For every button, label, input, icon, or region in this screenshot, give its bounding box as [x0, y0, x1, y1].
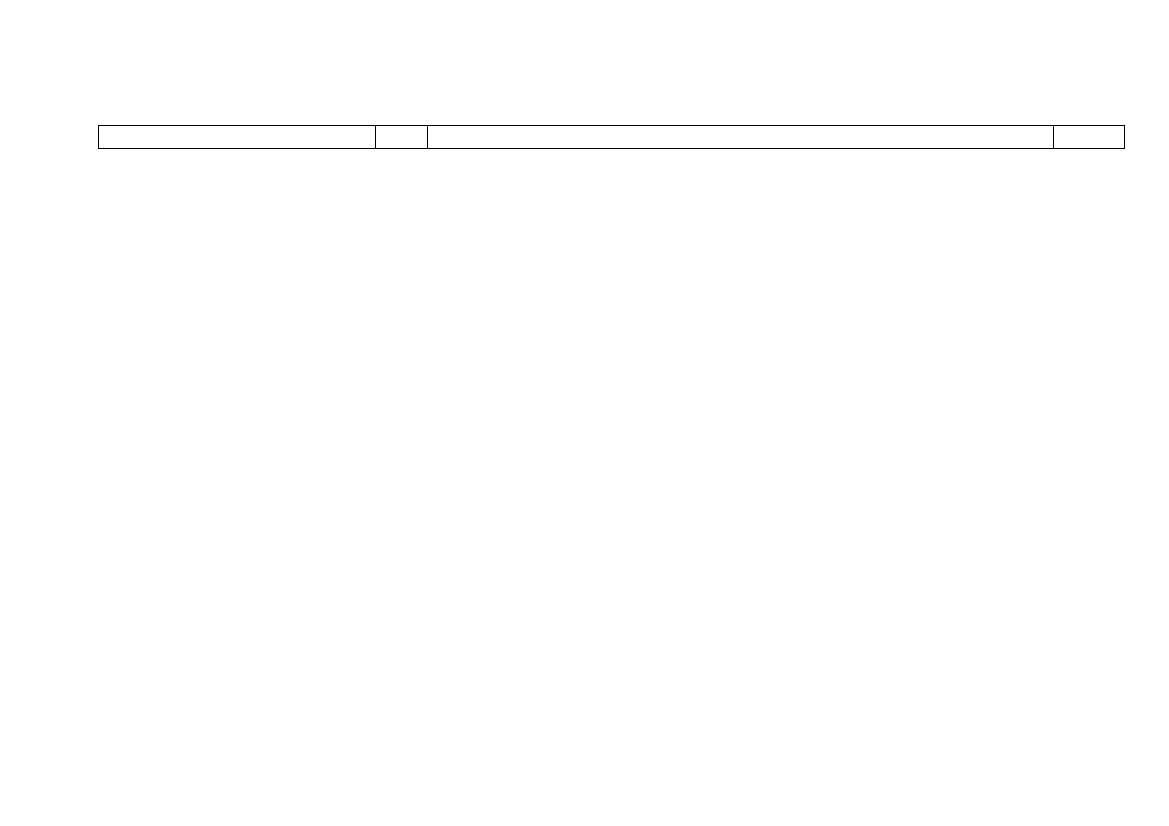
personnel-total-label: [99, 126, 376, 149]
totals-row: [99, 126, 1125, 149]
public-total-value: [1054, 126, 1125, 149]
public-total-label: [428, 126, 1054, 149]
budget-detail-table: [98, 125, 1125, 149]
personnel-total-value: [376, 126, 428, 149]
